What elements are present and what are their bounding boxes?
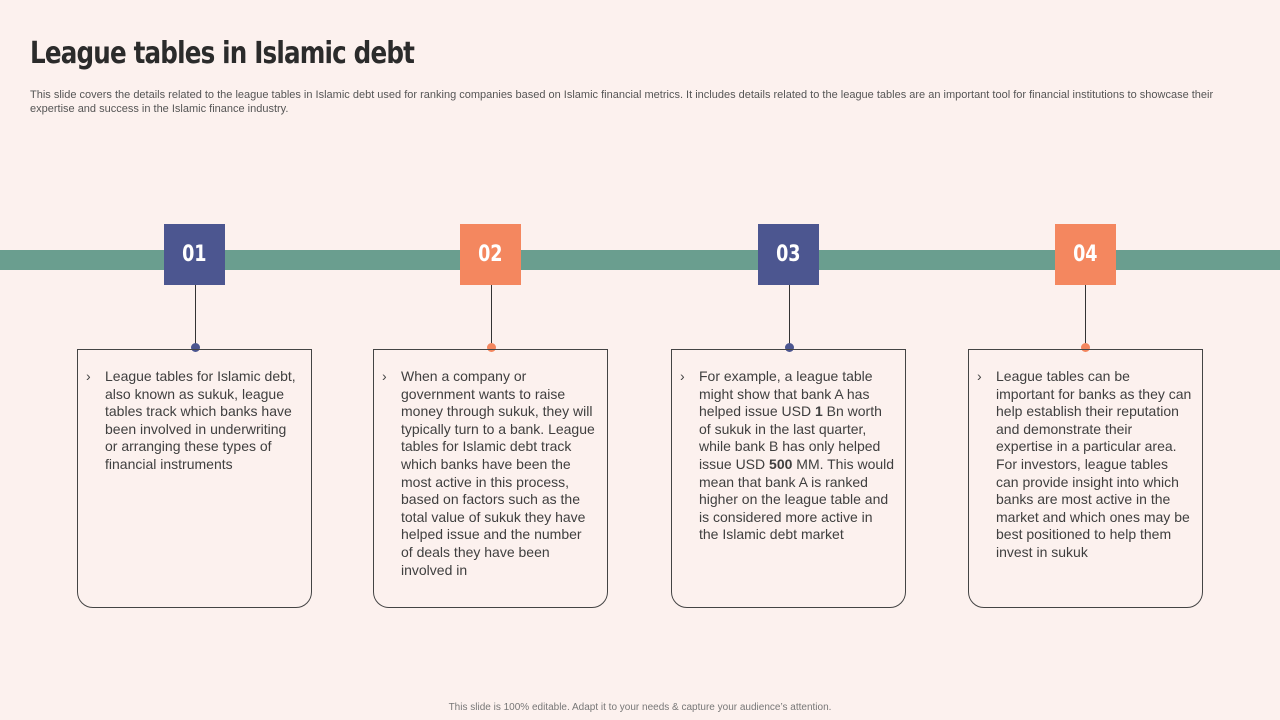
step-card-04 bbox=[968, 349, 1203, 608]
step-card-03 bbox=[671, 349, 906, 608]
step-connector bbox=[491, 285, 492, 347]
step-text-bold: 500 bbox=[769, 455, 793, 472]
step-number: 02 bbox=[478, 242, 503, 267]
chevron-right-icon: › bbox=[680, 368, 685, 384]
chevron-right-icon: › bbox=[86, 368, 91, 384]
step-text: League tables can be important for banks as they can help establish their reputation and demonstrate their expertise in a particular area. For investors, league tables can provide insight into which banks are most active in the market and which ones may be best positioned to help them invest in sukuk bbox=[996, 368, 1192, 560]
slide-subtitle: This slide covers the details related to the league tables in Islamic debt used for ranking companies based on Islamic financial metrics. It includes details related to the league tables are an important tool for financial institutions to showcase their expertise and success in the Islamic finance industry. bbox=[30, 89, 1214, 115]
step-number: 04 bbox=[1073, 242, 1098, 267]
step-card-02 bbox=[373, 349, 608, 608]
step-badge-03 bbox=[758, 224, 819, 285]
step-connector bbox=[789, 285, 790, 347]
step-connector bbox=[1085, 285, 1086, 347]
step-card-01 bbox=[77, 349, 312, 608]
slide-title: League tables in Islamic debt bbox=[30, 36, 415, 71]
step-badge-02 bbox=[460, 224, 521, 285]
step-number: 03 bbox=[776, 242, 801, 267]
step-text-part: For example, a league table might show that bank A has helped issue USD bbox=[699, 368, 873, 420]
step-number: 01 bbox=[182, 242, 207, 267]
chevron-right-icon: › bbox=[977, 368, 982, 384]
step-badge-01 bbox=[164, 224, 225, 285]
chevron-right-icon: › bbox=[382, 368, 387, 384]
step-text: League tables for Islamic debt, also known as sukuk, league tables track which banks have been involved in underwriting or arranging these types of financial instruments bbox=[105, 368, 296, 472]
step-badge-04 bbox=[1055, 224, 1116, 285]
step-text-part: MM. This would mean that bank A is ranked higher on the league table and is considered more active in the Islamic debt market bbox=[699, 455, 895, 543]
step-text: When a company or government wants to raise money through sukuk, they will typically turn to a bank. League tables for Islamic debt track which banks have been the most active in this process, based on factors such as the total value of sukuk they have helped issue and the number of deals they have been involved in bbox=[401, 368, 595, 578]
step-text-part: Bn worth of sukuk in the last quarter, while bank B has only helped issue USD bbox=[699, 403, 882, 472]
step-text-bold: 1 bbox=[814, 403, 823, 420]
step-connector bbox=[195, 285, 196, 347]
footer-note: This slide is 100% editable. Adapt it to your needs & capture your audience’s attention. bbox=[448, 702, 832, 713]
step-text bbox=[699, 368, 895, 544]
